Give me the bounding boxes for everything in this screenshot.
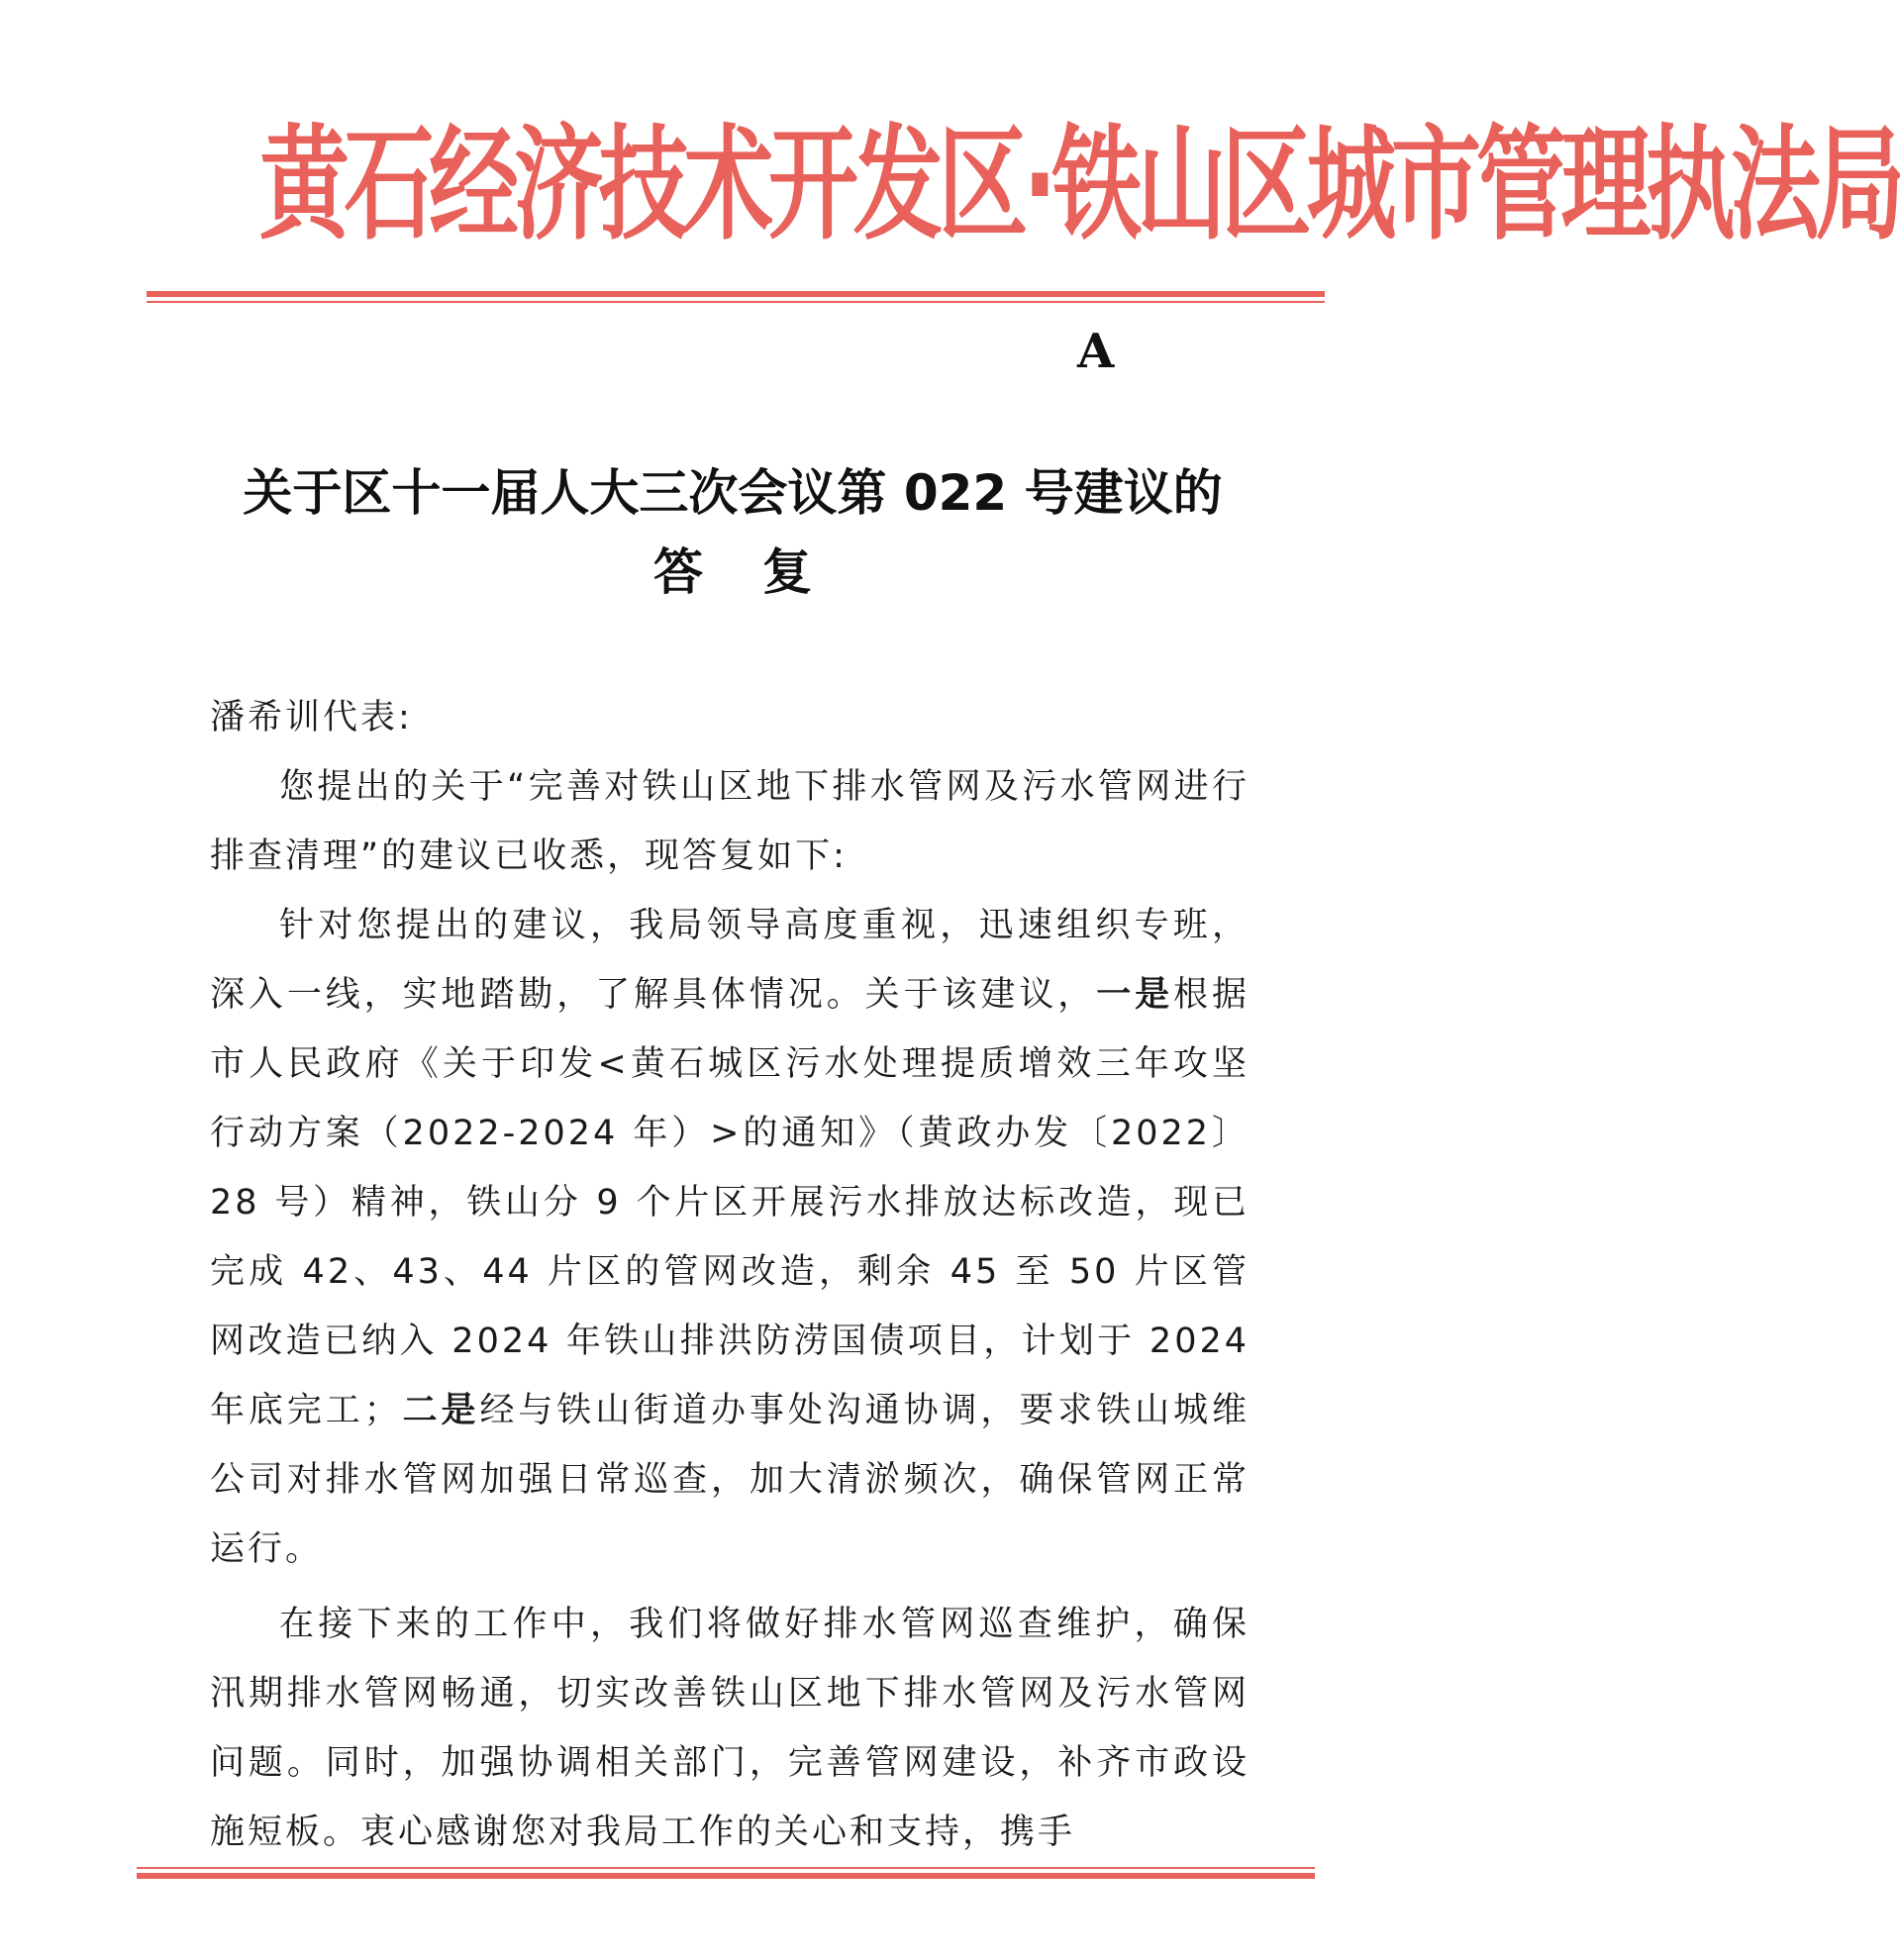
footer-rule-thin [137,1867,1315,1869]
letter-paragraph-2 [210,891,1250,1584]
letter-salutation: 潘希训代表: [210,698,413,737]
point-2-label: 二是 [401,1391,480,1430]
masthead-org-name: 黄石经济技术开发区·铁山区城市管理执法局 [259,114,1900,257]
point-2-text: 经与铁山街道办事处沟通协调，要求铁山城维公司对排水管网加强日常巡查，加大清淤频次，确保管网正常运行。 [210,1391,1250,1569]
letter-body [210,683,1250,1867]
grade-mark: A [1077,324,1115,379]
document-title-line2: 答复 [653,543,871,601]
document-title-line1: 关于区十一届人大三次会议第 022 号建议的 [243,464,1223,522]
footer-rule-thick [137,1873,1315,1879]
point-1-text: 根据市人民政府《关于印发<黄石城区污水处理提质增效三年攻坚行动方案（2022-2024 年）>的通知》（黄政办发〔2022〕28 号）精神，铁山分 9 个片区开展污水排放达标改造，现已完成 42、43、44 片区的管网改造，剩余 45 至 50 片区管网改造已纳入 2024 年铁山排洪防涝国债项目，计划于 2024 年底完工； [210,975,1250,1430]
letter-paragraph-1: 您提出的关于“完善对铁山区地下排水管网及污水管网进行排查清理”的建议已收悉，现答复如下: [210,767,1250,876]
point-1-label: 一是 [1096,975,1174,1015]
paragraph-2-intro: 针对您提出的建议，我局领导高度重视，迅速组织专班，深入一线，实地踏勘，了解具体情况。关于该建议， [210,906,1250,1015]
document-title [149,453,1317,612]
letter-paragraph-3: 在接下来的工作中，我们将做好排水管网巡查维护，确保汛期排水管网畅通，切实改善铁山区地下排水管网及污水管网问题。同时，加强协调相关部门，完善管网建设，补齐市政设施短板。衷心感谢您对我局工作的关心和支持，携手 [210,1605,1250,1852]
masthead-rule-thick [147,291,1325,297]
masthead-rule-thin [147,301,1325,303]
